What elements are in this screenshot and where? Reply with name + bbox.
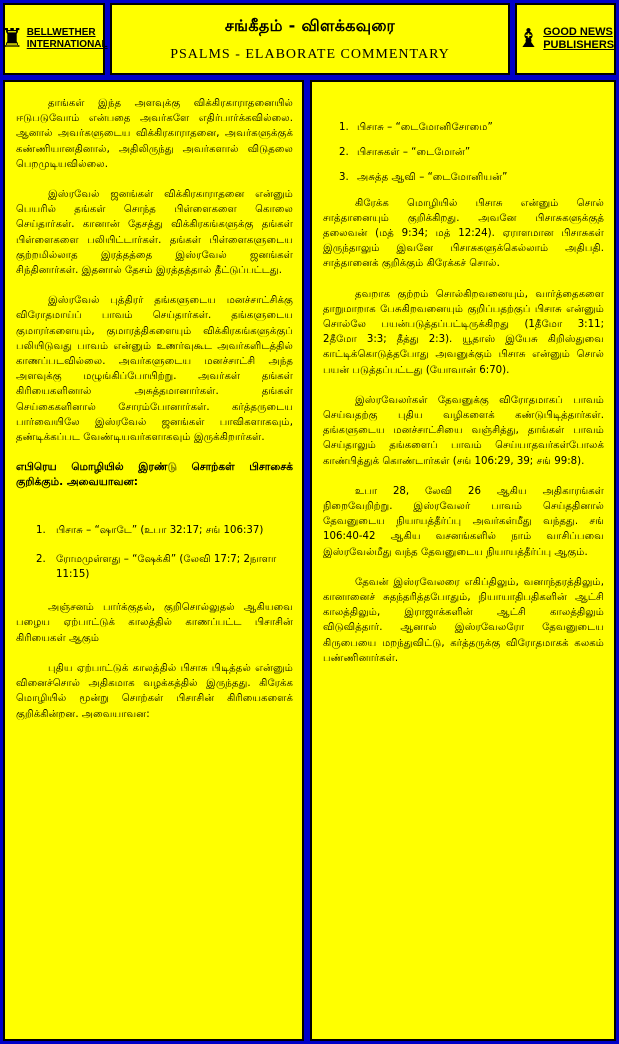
list-item: 1. பிசாசு – “ஷாடே” (உபா 32:17; சங் 106:37) — [36, 524, 264, 536]
left-column — [3, 80, 304, 1041]
paragraph: இஸ்ரவேல் ஜனங்கள் விக்கிரகாராதனை என்னும் பெயரில் தங்கள் சொந்த பிள்ளைகளை கொலை செய்தார்கள். கானான் தேசத்து விக்கிரகங்களுக்கு தங்கள் பிள்ளைகளை பலியிட்டார்கள். தங்கள் பிள்ளைகளுடைய குற்றமில்லாத இரத்தத்தை இஸ்ரவேல் ஜனங்கள் சிந்தினார்கள். இதனால் தேசம் இரத்தத்தால் தீட்டுப்பட்டது. — [16, 189, 293, 277]
logo-right-line2: PUBLISHERS — [543, 39, 615, 51]
paragraph: இஸ்ரவேலர்கள் தேவனுக்கு விரோதமாகப் பாவம் செய்வதற்கு புதிய வழிகளைக் கண்டுபிடித்தார்கள். தங்களுடைய மனச்சாட்சியை வஞ்சித்து, தாங்கள் பாவம் செய்தாலும் தங்களைப் பாவம் செய்யாதவர்கள்போலக் காண்பித்துக் கொண்டார்கள் (சங் 106:29, 39; சங் 99:8). — [323, 394, 604, 467]
list-item: 2. ரோமமுள்ளது – “ஷேக்கி” (லேவி 17:7; 2நாளா 11:15) — [36, 553, 277, 581]
list-item: 2. பிசாசுகள் – “டைமோன்” — [339, 147, 471, 159]
logo-right-line1: GOOD NEWS — [543, 26, 613, 38]
bellwether-logo — [0, 3, 108, 75]
list-item: 1. பிசாசு – “டைமோனிசோமை” — [339, 122, 493, 133]
paragraph: இஸ்ரவேல் புத்திரர் தங்களுடைய மனச்சாட்சிக்கு விரோதமாய்ப் பாவம் செய்தார்கள். தங்களுடைய குமாரர்களையும், குமாரத்திகளையும் விக்கிரகங்களுக்குப் பலியிடுவது பாவம் என்னும் உணர்வுகூட அவர்களிடத்தில் காணப்படவில்லை. அவர்களுடைய மனச்சாட்சி அந்த அளவுக்கு மழுங்கிப்போயிற்று. அவர்கள் தங்கள் கிரியைகளினால் அசுத்தமானார்கள். தங்கள் செய்கைகளினால் சோரம்போனார்கள். கர்த்தருடைய பார்வையிலே இஸ்ரவேல் ஜனங்கள் பாவிகளாகவும், தண்டிக்கப்பட வேண்டியவர்களாகவும் இருக்கிறார்கள். — [16, 295, 293, 444]
bell-icon: ♜ — [0, 24, 24, 54]
logo-left-line1: BELLWETHER — [26, 27, 96, 38]
list-item: 3. அசுத்த ஆவி – “டைமோனியன்” — [339, 172, 508, 184]
paragraph: தாங்கள் இந்த அளவுக்கு விக்கிரகாராதனையில் ஈடுபடுவோம் என்பதை அவர்களே எதிர்பார்க்கவில்லை. ஆனால் அவர்களுடைய விக்கிரகாராதனை, அவர்களுக்குக் கண்ணியானதினால், அதிலிருந்து அவர்களால் விடுதலை பெறமுடியவில்லை. — [16, 98, 293, 170]
title-tamil: சங்கீதம் - விளக்கவுரை — [224, 16, 396, 35]
lamp-icon: ♝ — [516, 24, 541, 54]
paragraph: புதிய ஏற்பாட்டுக் காலத்தில் பிசாசு பிடித்தல் என்னும் வினைச்சொல் அதிகமாக வழக்கத்தில் இருந்தது. கிரேக்க மொழியில் மூன்று சொற்கள் பிசாசின் கிரியைகளைக் குறிக்கின்றன. அவையாவன: — [16, 662, 293, 720]
paragraph: தேவன் இஸ்ரவேலரை எகிப்திலும், வனாந்தரத்திலும், கானானைச் சுதந்தரித்தபோதும், நியாயாதிபதிகளின் ஆட்சி காலத்திலும், இராஜாக்களின் ஆட்சி காலத்திலும் விடுவித்தார். ஆனால் இஸ்ரவேலரோ தேவனுடைய கிருபையை மறந்துவிட்டு, கர்த்தருக்கு விரோதமாகக் கலகம் பண்ணினார்கள். — [323, 576, 604, 664]
paragraph: கிரேக்க மொழியில் பிசாசு என்னும் சொல் சாத்தானையும் குறிக்கிறது. அவனே பிசாசுகளுக்குத் தலைவன் (மத் 9:34; மத் 12:24). ஏராளமான பிசாசுகள் இருந்தாலும் இவனே பிசாசுகளுக்கெல்லாம் அதிபதி. சாத்தானைக் குறிக்கும் கிரேக்கச் சொல். — [323, 197, 604, 270]
good-news-logo — [515, 3, 616, 75]
title-english: PSALMS - ELABORATE COMMENTARY — [170, 47, 450, 62]
paragraph: தவறாக குற்றம் சொல்கிறவனையும், வார்த்தைகளை தாறுமாறாக பேசுகிறவனையும் குறிப்பதற்குப் பிசாசு என்னும் சொல்லே பயன்படுத்தப்பட்டிருக்கிறது (1தீமோ 3:11; 2தீமோ 3:3; தீத்து 2:3). யூதாஸ் இயேசு கிறிஸ்துவை காட்டிக்கொடுத்தபோது அவனுக்கும் பிசாசு என்னும் சொல் பயன் படுத்தப்பட்டது (யோவான் 6:70). — [323, 288, 604, 376]
page-header — [110, 3, 510, 75]
logo-left-line2: INTERNATIONAL — [26, 39, 108, 50]
paragraph: அஞ்சனம் பார்க்குதல், குறிசொல்லுதல் ஆகியவை பழைய ஏற்பாட்டுக் காலத்தில் காணப்பட்ட பிசாசின் கிரியைகள் ஆகும் — [16, 602, 293, 644]
paragraph: உபா 28, லேவி 26 ஆகிய அதிகாரங்கள் நிறைவேறிற்று. இஸ்ரவேலர் பாவம் செய்ததினால் தேவனுடைய நியாயத்தீர்ப்பு அவர்கள்மீது வந்தது. சங் 106:40-42 ஆகிய வசனங்களில் நாம் வாசிப்பவை இஸ்ரவேல்மீது வந்த தேவனுடைய நியாயத்தீர்ப்பு ஆகும். — [323, 485, 604, 558]
bold-intro: எபிரெய மொழியில் இரண்டு சொற்கள் பிசாசைக் குறிக்கும். அவையாவன: — [16, 461, 293, 489]
right-column — [310, 80, 616, 1041]
greek-words-list — [323, 120, 604, 186]
